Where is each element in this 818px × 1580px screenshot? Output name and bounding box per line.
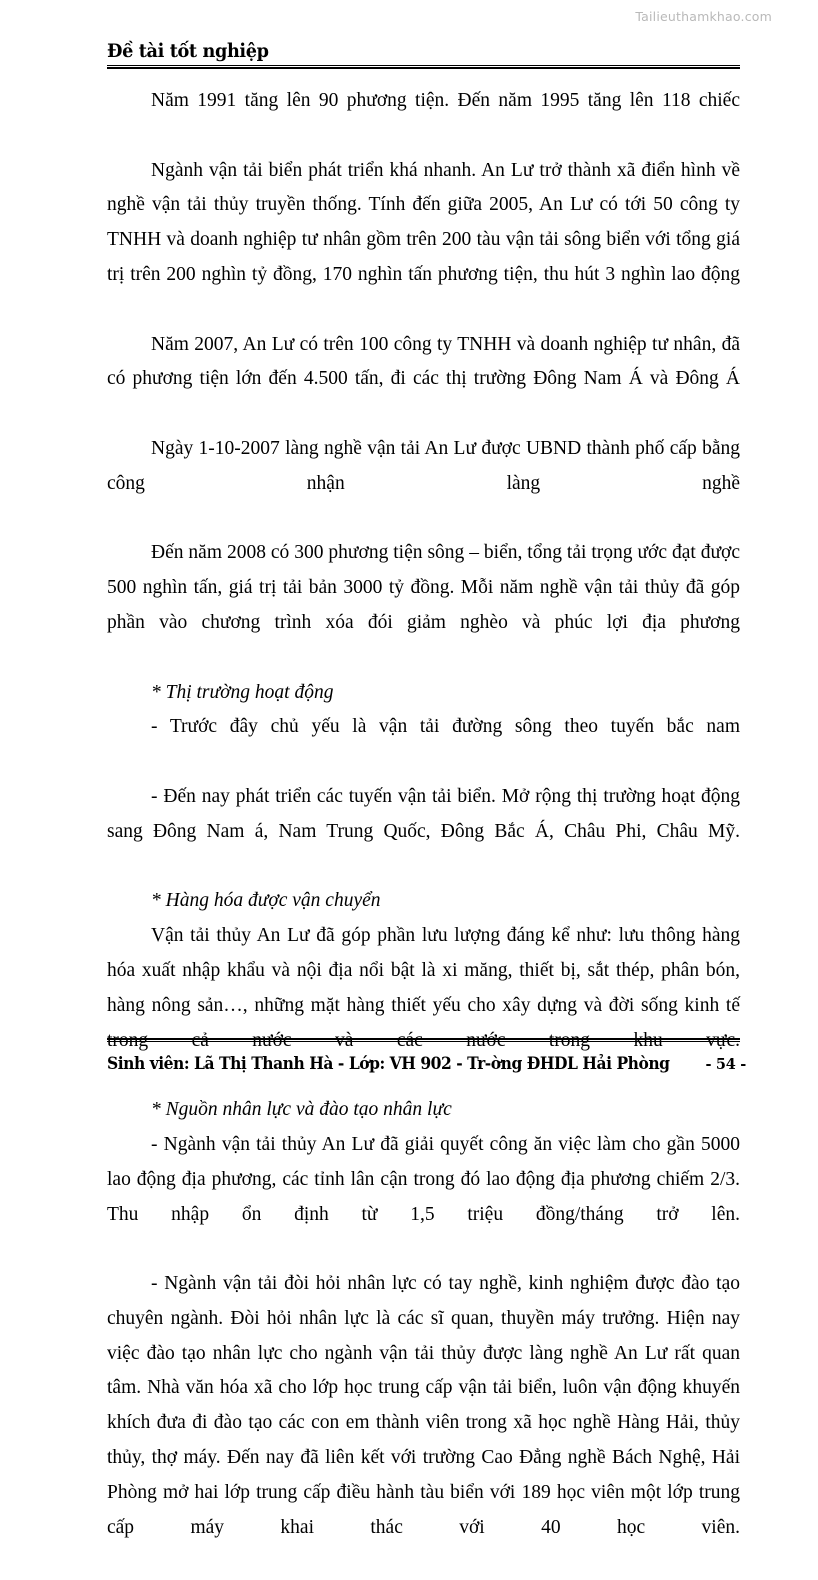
body-paragraph: Năm 1991 tăng lên 90 phương tiện. Đến năm 1995 tăng lên 118 chiếc — [151, 90, 740, 111]
body-paragraph: Năm 2007, An Lư có trên 100 công ty TNHH và doanh nghiệp tư nhân, đã có phương tiện lớn đến 4.500 tấn, đi các thị trường Đông Nam Á và Đông Á — [107, 333, 740, 390]
section-heading: * Thị trường hoạt động — [151, 681, 334, 703]
bullet-paragraph: - Đến nay phát triển các tuyến vận tải biển. Mở rộng thị trường hoạt động sang Đông Nam á, Nam Trung Quốc, Đông Bắc Á, Châu Phi, Châu Mỹ. — [107, 785, 740, 842]
footer-page-number: - 54 - — [705, 1056, 746, 1073]
bullet-paragraph: - Trước đây chủ yếu là vận tải đường sông theo tuyến bắc nam — [151, 716, 740, 738]
document-body — [107, 84, 740, 1580]
bullet-paragraph: - Ngành vận tải đòi hỏi nhân lực có tay nghề, kinh nghiệm được đào tạo chuyên ngành. Đòi hỏi nhân lực là các sĩ quan, thuyền máy trưởng. Hiện nay việc đào tạo nhân lực cho ngành vận tải thủy được làng nghề An Lư rất quan tâm. Nhà văn hóa xã cho lớp học trung cấp vận tải biển, luôn vận động khuyến khích đưa đi đào tạo các con em thành viên trong xã học nghề Hàng Hải, thủy thủy, thợ máy. Đến nay đã liên kết với trường Cao Đẳng nghề Bách Nghệ, Hải Phòng mở hai lớp trung cấp điều hành tàu biển với 189 học viên một lớp trung cấp máy khai thác với 40 học viên. — [107, 1273, 740, 1538]
footer-rule — [107, 1038, 740, 1042]
footer-row — [107, 1054, 746, 1073]
watermark-text: Tailieuthamkhao.com — [635, 9, 772, 24]
page-footer — [107, 1038, 746, 1073]
bullet-paragraph: - Ngành vận tải thủy An Lư đã giải quyết công ăn việc làm cho gần 5000 lao động địa phương, các tỉnh lân cận trong đó lao động địa phương chiếm 2/3. Thu nhập ổn định từ 1,5 triệu đồng/tháng trở lên. — [107, 1133, 740, 1225]
body-paragraph: Đến năm 2008 có 300 phương tiện sông – biển, tổng tải trọng ước đạt được 500 nghìn tấn, giá trị tải bản 3000 tỷ đồng. Mỗi năm nghề vận tải thủy đã góp phần vào chương trình xóa đói giảm nghèo và phúc lợi địa phương — [107, 542, 740, 633]
page-header — [107, 40, 740, 69]
section-heading: * Nguồn nhân lực và đào tạo nhân lực — [151, 1099, 452, 1121]
footer-student-info: Sinh viên: Lã Thị Thanh Hà - Lớp: VH 902 - Tr-ờng ĐHDL Hải Phòng — [107, 1054, 670, 1073]
body-paragraph: Vận tải thủy An Lư đã góp phần lưu lượng đáng kể như: lưu thông hàng hóa xuất nhập khẩu và nội địa nổi bật là xi măng, thiết bị, sắt thép, phân bón, hàng nông sản…, những mặt hàng thiết yếu cho xây dựng và đời sống kinh tế trong cả nước và các nước trong khu vực. — [107, 925, 740, 1051]
header-title: Đề tài tốt nghiệp — [107, 40, 269, 62]
body-paragraph: Ngành vận tải biển phát triển khá nhanh. An Lư trở thành xã điển hình về nghề vận tải thủy truyền thống. Tính đến giữa 2005, An Lư có tới 50 công ty TNHH và doanh nghiệp tư nhân gồm trên 200 tàu vận tải sông biển với tổng giá trị trên 200 nghìn tỷ đồng, 170 nghìn tấn phương tiện, thu hút 3 nghìn lao động — [107, 159, 740, 285]
header-rule — [107, 65, 740, 69]
body-paragraph: Ngày 1-10-2007 làng nghề vận tải An Lư được UBND thành phố cấp bằng công nhận làng nghề — [107, 437, 740, 494]
section-heading: * Hàng hóa được vận chuyển — [151, 890, 381, 912]
